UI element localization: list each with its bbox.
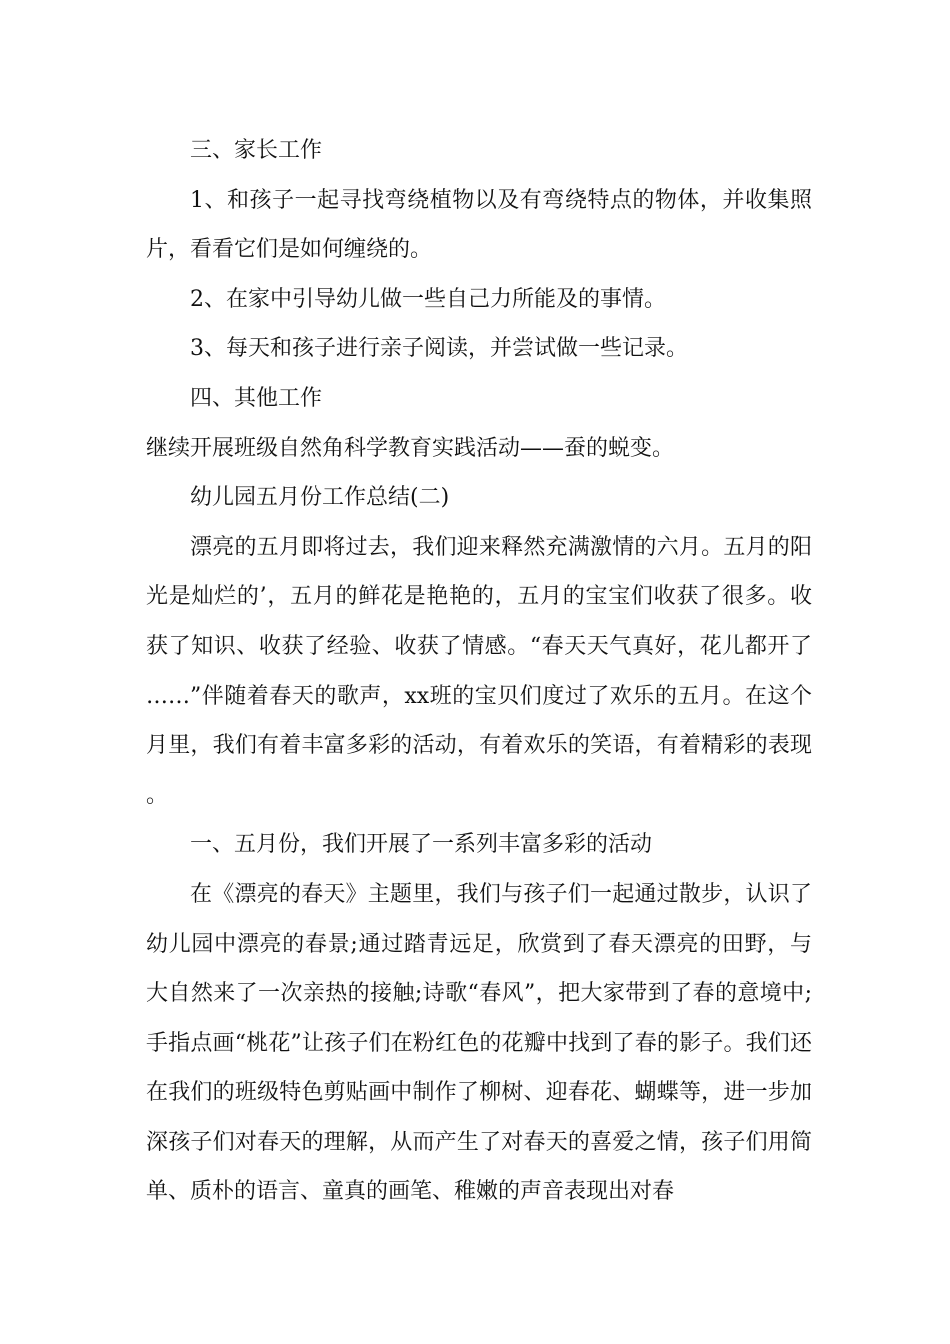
section-heading-other-work: 四、其他工作 [190,385,323,411]
body-paragraph: 继续开展班级自然角科学教育实践活动——蚕的蜕变。 [146,435,675,461]
section-heading-parent-work: 三、家长工作 [190,138,323,163]
list-item-1: 1、和孩子一起寻找弯绕植物以及有弯绕特点的物体，并收集照片，看看它们是如何缠绕的。 [146,187,812,263]
section-heading-activities: 一、五月份，我们开展了一系列丰富多彩的活动 [190,832,653,858]
document-subtitle: 幼儿园五月份工作总结(二) [190,485,450,511]
list-item-3: 3、每天和孩子进行亲子阅读，并尝试做一些记录。 [190,336,688,362]
list-item-2: 2、在家中引导幼儿做一些自己力所能及的事情。 [190,286,666,312]
document-page [146,126,812,1217]
body-paragraph: 在《漂亮的春天》主题里，我们与孩子们一起通过散步，认识了幼儿园中漂亮的春景;通过踏青远足，欣赏到了春天漂亮的田野，与大自然来了一次亲热的接触;诗歌“春风”，把大家带到了春的意境中;手指点画“桃花”让孩子们在粉红色的花瓣中找到了春的影子。我们还在我们的班级特色剪贴画中制作了柳树、迎春花、蝴蝶等，进一步加深孩子们对春天的理解，从而产生了对春天的喜爱之情，孩子们用简单、质朴的语言、童真的画笔、稚嫩的声音表现出对春 [146,881,812,1205]
body-paragraph: 漂亮的五月即将过去，我们迎来释然充满激情的六月。五月的阳光是灿烂的’，五月的鲜花是艳艳的，五月的宝宝们收获了很多。收获了知识、收获了经验、收获了情感。“春天天气真好，花儿都开了……”伴随着春天的歌声，xx班的宝贝们度过了欢乐的五月。在这个月里，我们有着丰富多彩的活动，有着欢乐的笑语，有着精彩的表现。 [146,534,812,808]
